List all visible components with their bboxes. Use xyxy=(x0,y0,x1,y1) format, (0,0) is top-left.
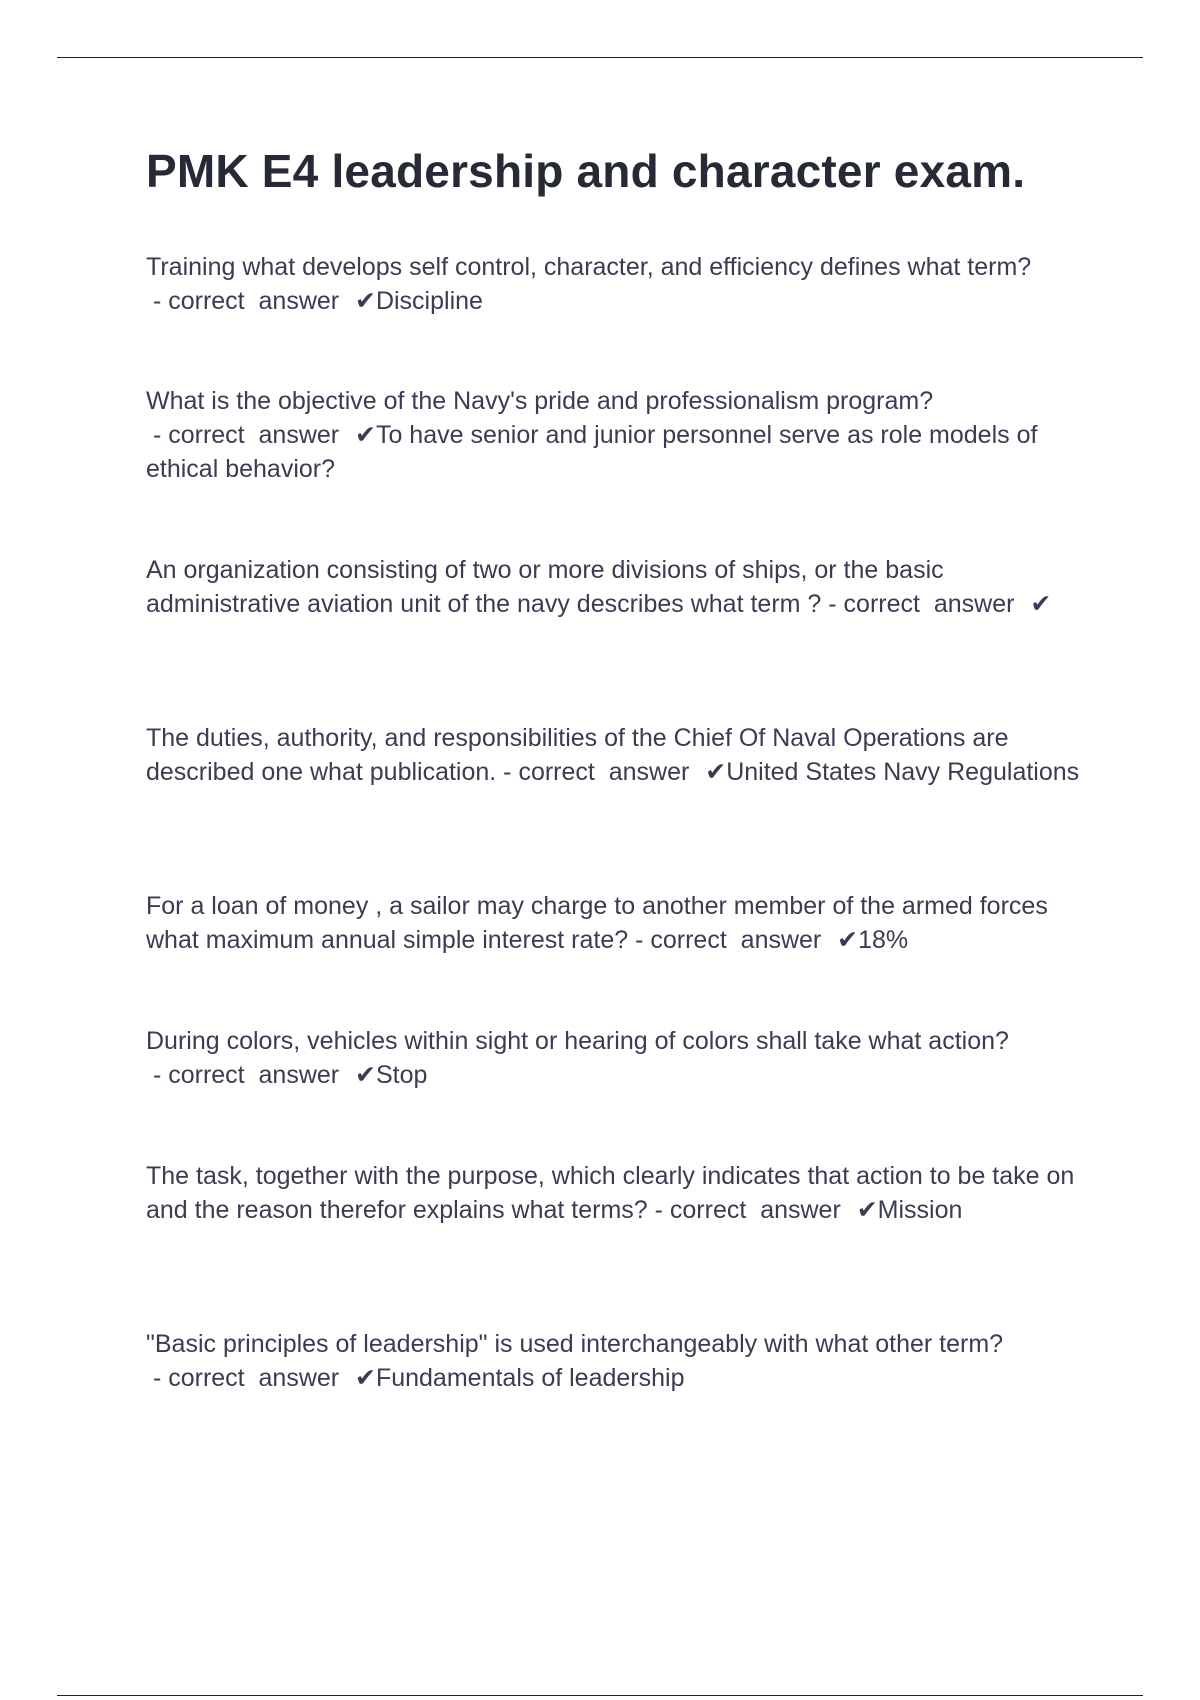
answer-prefix: - correct answer xyxy=(628,926,836,954)
question-text: For a loan of money , a sailor may charge to another member of the armed forces what maximum annual simple interest rate? xyxy=(146,892,1048,954)
check-icon: ✔ xyxy=(837,926,859,954)
question-text: The task, together with the purpose, which clearly indicates that action to be take on and the reason therefor explains what terms? xyxy=(146,1162,1075,1224)
qa-item-7 xyxy=(146,1159,1096,1227)
qa-item-6 xyxy=(146,1024,1096,1092)
answer-prefix: - correct answer xyxy=(146,287,353,315)
qa-item-4 xyxy=(146,721,1096,789)
answer-prefix: - correct answer xyxy=(821,590,1029,618)
answer-prefix: - correct answer xyxy=(146,421,353,449)
question-text: During colors, vehicles within sight or hearing of colors shall take what action? xyxy=(146,1027,1009,1055)
answer-text: Fundamentals of leadership xyxy=(375,1364,685,1392)
qa-item-2 xyxy=(146,384,1096,486)
answer-text: Stop xyxy=(375,1061,428,1089)
qa-item-8 xyxy=(146,1327,1096,1395)
answer-text: 18% xyxy=(858,926,909,954)
answer-text: Mission xyxy=(877,1196,963,1224)
bottom-rule xyxy=(57,1695,1143,1696)
answer-prefix: - correct answer xyxy=(647,1196,855,1224)
question-text: "Basic principles of leadership" is used interchangeably with what other term? xyxy=(146,1330,1004,1358)
question-text: Training what develops self control, character, and efficiency defines what term? xyxy=(146,253,1032,281)
answer-text: To have senior and junior personnel serve as role models of ethical behavior? xyxy=(146,421,1038,483)
check-icon: ✔ xyxy=(856,1196,878,1224)
top-rule xyxy=(57,57,1143,58)
answer-prefix: - correct answer xyxy=(496,758,704,786)
question-text: What is the objective of the Navy's pride and professionalism program? xyxy=(146,387,934,415)
check-icon: ✔ xyxy=(705,758,727,786)
check-icon: ✔ xyxy=(355,1364,376,1392)
qa-item-3 xyxy=(146,553,1096,621)
check-icon: ✔ xyxy=(355,287,376,315)
answer-text: United States Navy Regulations xyxy=(726,758,1080,786)
question-text: An organization consisting of two or more divisions of ships, or the basic administrative aviation unit of the navy describes what term ? xyxy=(146,556,944,618)
answer-prefix: - correct answer xyxy=(146,1364,353,1392)
question-text: The duties, authority, and responsibilities of the Chief Of Naval Operations are described one what publication. xyxy=(146,724,1009,786)
check-icon: ✔ xyxy=(355,421,376,449)
check-icon: ✔ xyxy=(1030,590,1052,618)
answer-text: Discipline xyxy=(375,287,483,315)
qa-item-5 xyxy=(146,889,1096,957)
check-icon: ✔ xyxy=(355,1061,376,1089)
answer-prefix: - correct answer xyxy=(146,1061,353,1089)
document-title: PMK E4 leadership and character exam. xyxy=(146,145,1026,197)
qa-item-1 xyxy=(146,250,1096,318)
